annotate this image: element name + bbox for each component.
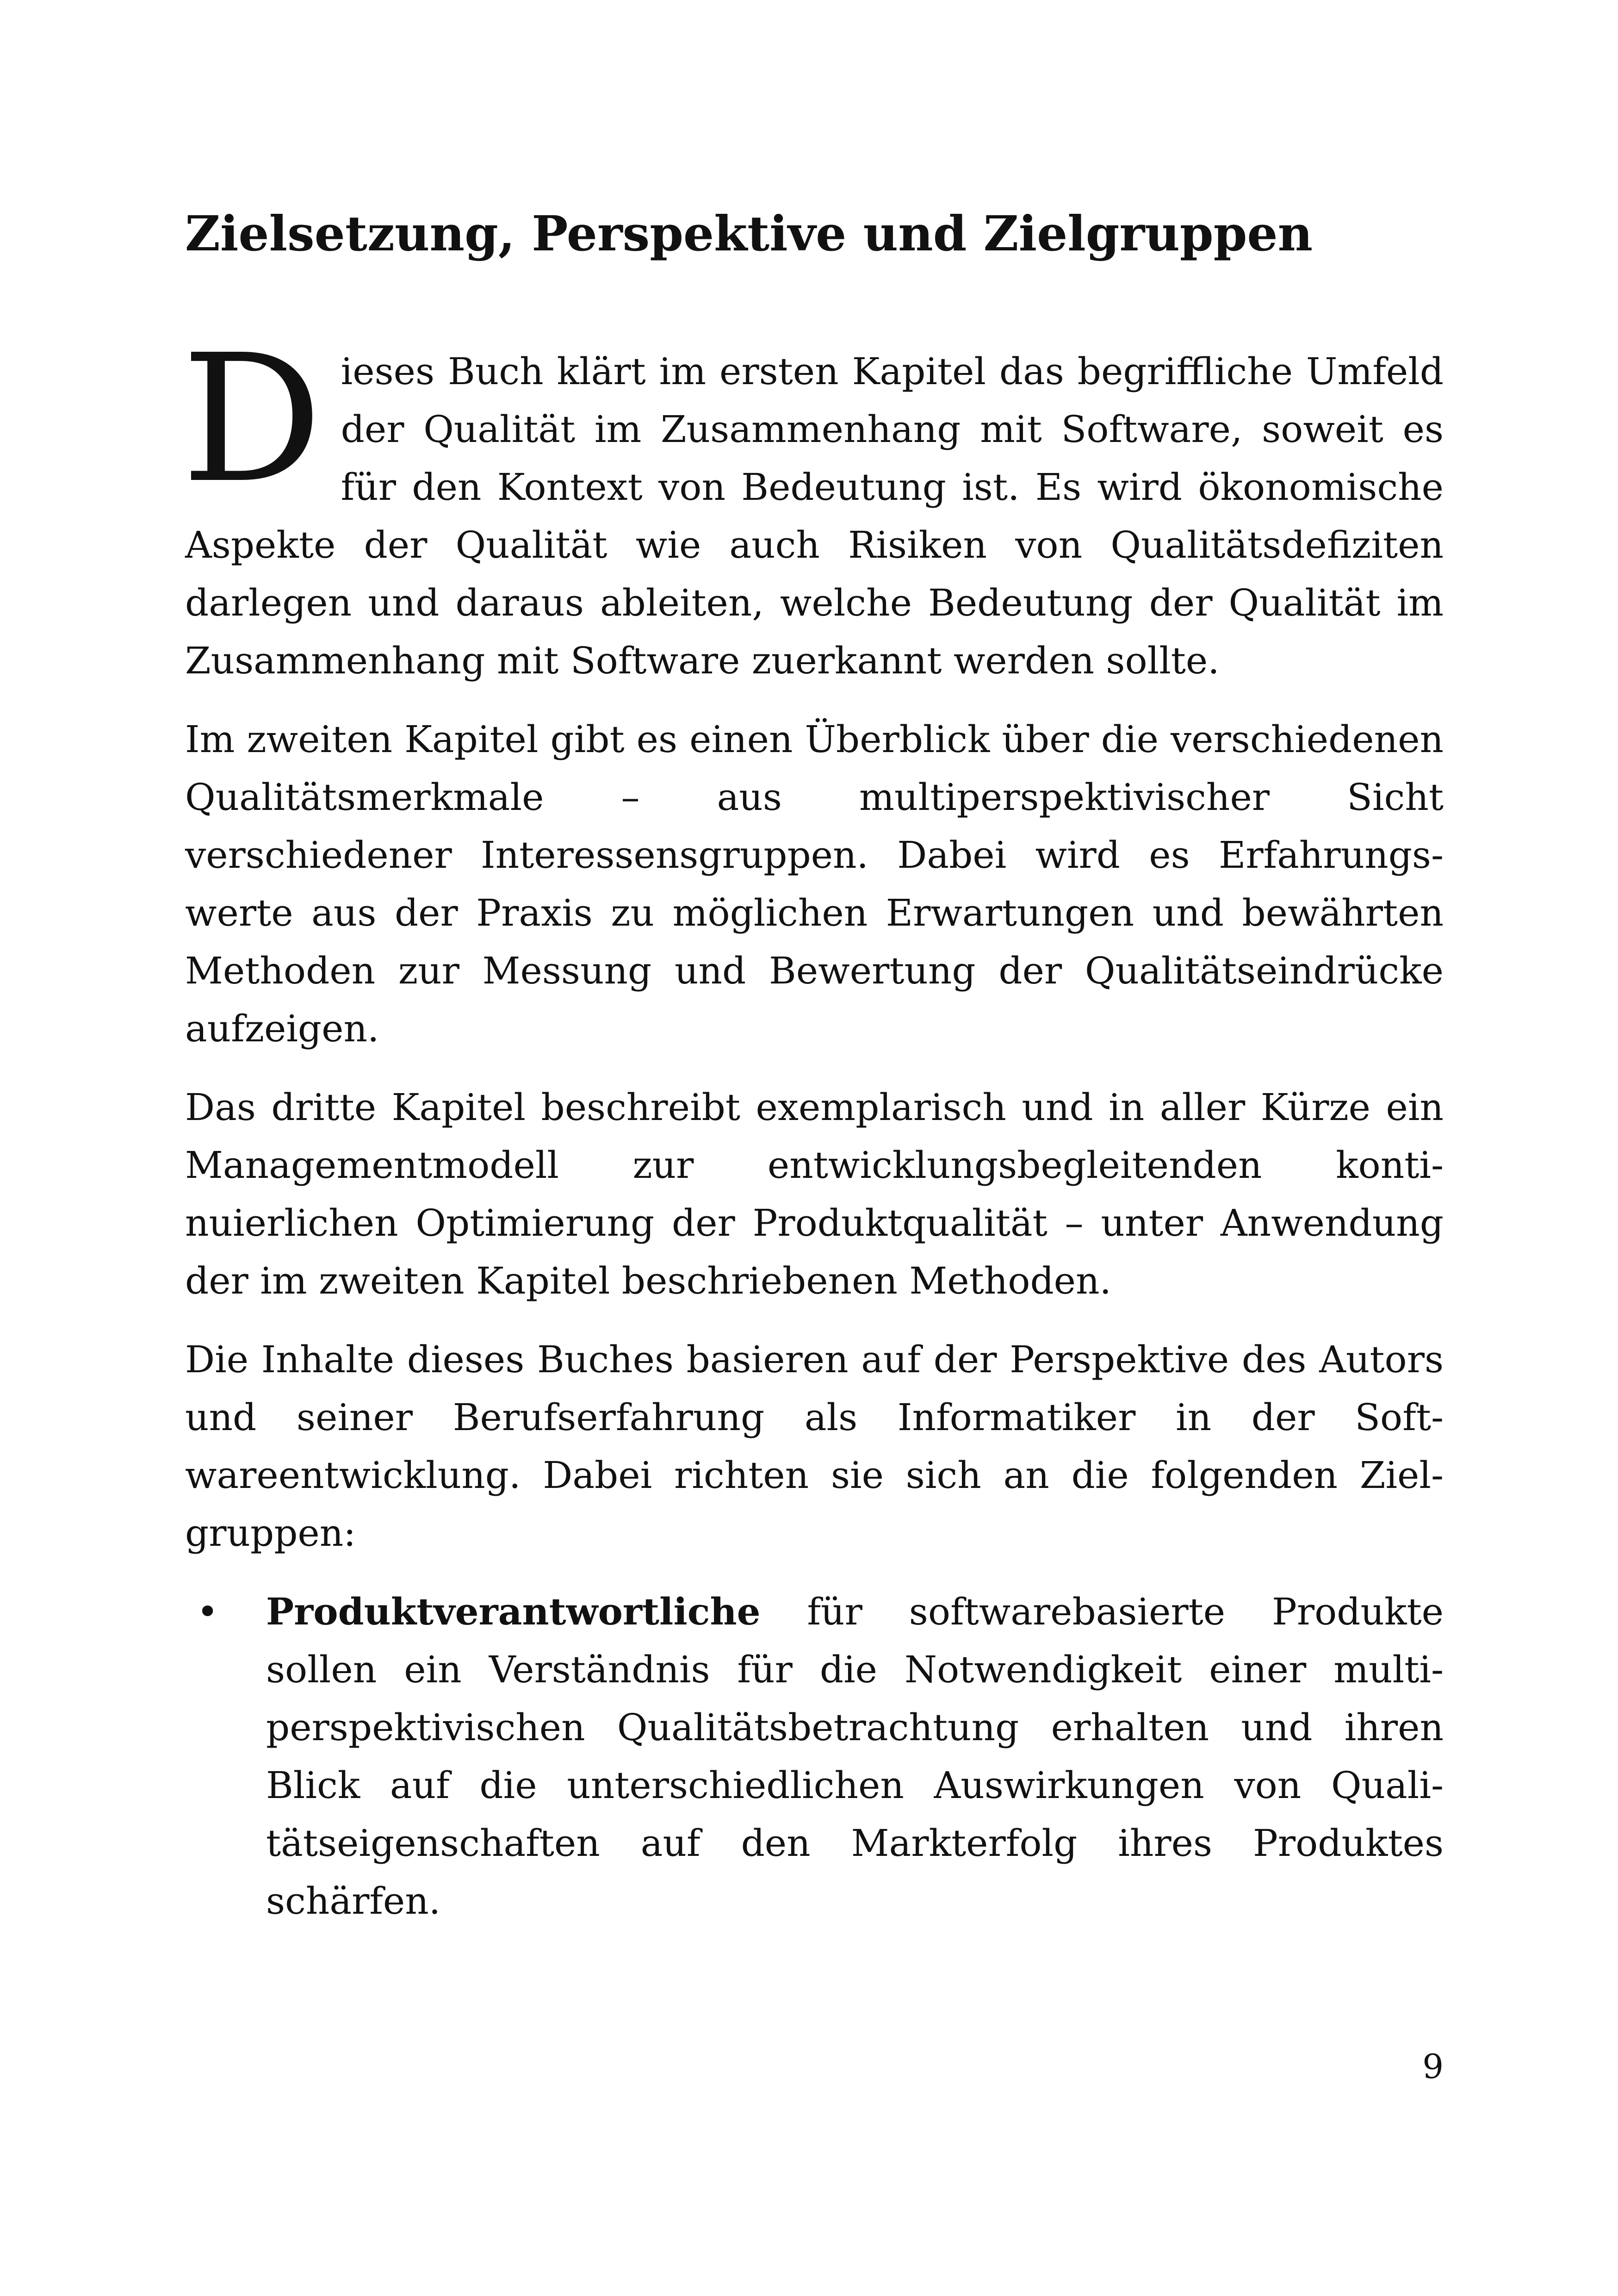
paragraph-1 xyxy=(181,317,1444,690)
page-number: 9 xyxy=(1422,2047,1444,2086)
section-heading: Zielsetzung, Perspektive und Zielgruppen xyxy=(185,205,1313,262)
book-page xyxy=(181,0,1444,2296)
list-item-term: Produktverantwortliche xyxy=(266,1590,761,1633)
drop-cap: D xyxy=(181,317,322,522)
list-item-body xyxy=(266,1583,1444,1930)
paragraph-4: Die Inhalte dieses Buches basieren auf der Perspektive des Autors und seiner Berufserfahrung als Informatiker in der Softwareentwicklung. Dabei richten sie sich an die folgenden Zielgruppen: xyxy=(185,1338,1444,1555)
paragraph-3: Das dritte Kapitel beschreibt exemplarisch und in aller Kürze ein Managementmodell zur entwicklungsbegleitenden kontinuierlichen Optimierung der Produktqualität – unter Anwendung der im zweiten Kapitel beschriebenen Methoden. xyxy=(185,1086,1444,1302)
list-item xyxy=(185,1583,1444,1930)
body-text xyxy=(181,317,1444,1930)
list-item-text: für softwarebasierte Produkte sollen ein Verständnis für die Notwendigkeit einer multiperspektivischen Qualitätsbetrachtung erhalten und ihren Blick auf die unterschiedlichen Auswirkungen von Qualitätseigenschaften auf den Markterfolg ihres Produktes schärfen. xyxy=(266,1590,1444,1923)
target-group-list xyxy=(185,1583,1444,1930)
paragraph-2: Im zweiten Kapitel gibt es einen Überblick über die verschiedenen Qualitätsmerkmale – aus multiperspektivischer Sicht verschiedener Interessensgruppen. Dabei wird es Erfahrungswerte aus der Praxis zu möglichen Erwartungen und bewährten Methoden zur Messung und Bewertung der Qualitätseindrücke aufzeigen. xyxy=(185,718,1444,1050)
paragraph-1-text: ieses Buch klärt im ersten Kapitel das begriffliche Umfeld der Qualität im Zusammenhang mit Software, soweit es für den Kontext von Bedeutung ist. Es wird ökonomische Aspekte der Qualität wie auch Risiken von Qualitätsdefiziten darlegen und daraus ableiten, welche Bedeutung der Qualität im Zusammenhang mit Software zuerkannt werden sollte. xyxy=(185,350,1444,682)
bullet-icon: • xyxy=(197,1590,219,1633)
